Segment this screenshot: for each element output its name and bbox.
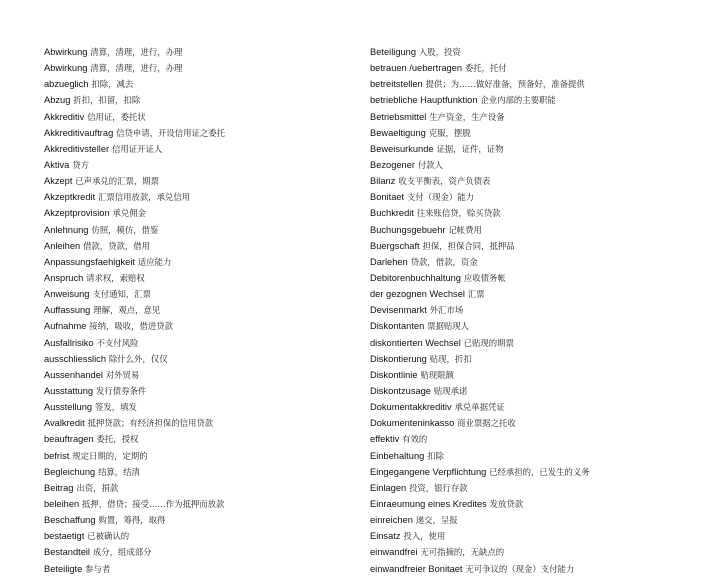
german-term: Akzept [44,176,73,187]
german-term: Diskontanten [370,321,425,332]
glossary-entry [370,431,700,447]
german-term: Akzeptkredit [44,192,96,203]
chinese-definition: 已经承担的，已发生的义务 [489,466,590,477]
glossary-entry [370,141,700,157]
chinese-definition: 结算，结清 [98,466,140,477]
glossary-entry [370,351,700,367]
chinese-definition: 记帐费用 [448,224,482,235]
glossary-entry [370,367,700,383]
chinese-definition: 接纳，吸收，借进贷款 [89,321,174,332]
german-term: betreitstellen [370,79,423,90]
glossary-entry [44,561,344,577]
glossary-entry [370,92,700,108]
chinese-definition: 抵押，借贷；接受……作为抵押而放款 [82,498,225,509]
chinese-definition: 贴现承诺 [433,385,468,396]
glossary-entry [370,286,700,302]
glossary-entry [370,302,700,318]
glossary-entry [44,544,344,560]
german-term: Abwirkung [44,63,88,74]
chinese-definition: 发行债券条件 [95,385,147,396]
glossary-entry [370,125,700,141]
german-term: Ausstellung [44,402,93,413]
chinese-definition: 无可争议的（现金）支付能力 [465,563,575,574]
chinese-definition: 折扣，扣留，扣除 [73,95,141,106]
chinese-definition: 投入，使用 [403,531,446,542]
chinese-definition: 有效的 [402,434,428,445]
german-term: Eingegangene Verpflichtung [370,466,487,477]
chinese-definition: 担保，担保合同，抵押品 [422,240,515,251]
glossary-entry [370,109,700,125]
german-term: effektiv [370,434,400,445]
chinese-definition: 理解，观点，意见 [93,305,161,316]
chinese-definition: 承兑单据凭证 [454,402,505,413]
chinese-definition: 清算，清理，进行，办理 [90,47,183,57]
chinese-definition: 支付（现金）能力 [407,192,474,203]
german-term: Debitorenbuchhaltung [370,272,461,283]
glossary-entry [44,270,344,286]
glossary-entry [44,383,344,399]
chinese-definition: 已被确认的 [87,531,130,542]
german-term: Anlehnung [44,224,89,235]
chinese-definition: 扣除，减去 [91,79,134,90]
glossary-entry [44,125,344,141]
german-term: Anleihen [44,240,81,251]
german-term: Bilanz [370,176,396,187]
german-term: Einraeumung eines Kredites [370,498,487,509]
german-term: Akzeptprovision [44,208,110,219]
chinese-definition: 递交，呈报 [415,515,458,526]
glossary-entry [44,157,344,173]
chinese-definition: 贴现，折扣 [429,353,472,364]
right-column [370,44,700,577]
chinese-definition: 提供；为……做好准备，预备好，准备提供 [425,79,585,90]
german-term: Devisenmarkt [370,305,427,316]
glossary-entry [370,318,700,334]
german-term: Einbehaltung [370,450,425,461]
glossary-entry [44,448,344,464]
german-term: Aussenhandel [44,369,103,380]
chinese-definition: 贴现限额 [420,369,454,380]
german-term: abzueglich [44,79,89,90]
chinese-definition: 签发，填发 [94,402,137,413]
glossary-entry [370,512,700,528]
chinese-definition: 发放贷款 [489,498,524,509]
german-term: Beschaffung [44,515,96,526]
chinese-definition: 参与者 [85,563,111,574]
chinese-definition: 应收债务帐 [463,272,506,283]
chinese-definition: 外汇市场 [429,305,464,316]
glossary-entry [44,351,344,367]
german-term: befrist [44,450,70,461]
chinese-definition: 规定日期的，定期的 [72,450,148,461]
glossary-entry [370,480,700,496]
german-term: Einsatz [370,531,401,542]
glossary-entry [44,528,344,544]
glossary-entry [44,238,344,254]
glossary-entry [370,254,700,270]
chinese-definition: 适应能力 [137,256,172,267]
glossary-entry [370,383,700,399]
chinese-definition: 委托，授权 [96,434,139,445]
chinese-definition: 证据，证件，证物 [436,143,504,154]
german-term: Abwirkung [44,47,88,57]
glossary-entry [44,222,344,238]
german-term: Beweisurkunde [370,143,434,154]
german-term: Einlagen [370,482,407,493]
glossary-entry [44,318,344,334]
chinese-definition: 出资，捐款 [76,482,119,493]
german-term: Buchkredit [370,208,414,219]
german-term: Aktiva [44,159,70,170]
glossary-entry [370,415,700,431]
chinese-definition: 委托，托付 [464,63,507,74]
chinese-definition: 已声承兑的汇票，期票 [75,176,160,187]
glossary-entry [44,76,344,92]
left-column [44,44,344,577]
glossary-entry [44,431,344,447]
glossary-entry [370,44,700,60]
chinese-definition: 不支付风险 [96,337,139,348]
chinese-definition: 支付通知，汇票 [92,289,151,300]
glossary-entry [370,157,700,173]
german-term: Anpassungsfaehigkeit [44,256,135,267]
chinese-definition: 承兑佣金 [112,208,147,219]
glossary-entry [44,399,344,415]
glossary-entry [370,76,700,92]
chinese-definition: 已贴现的期票 [463,337,514,348]
chinese-definition: 生产资金，生产设备 [429,111,505,122]
glossary-entry [44,141,344,157]
glossary-entry [44,205,344,221]
chinese-definition: 票据贴现人 [427,321,470,332]
german-term: Dokumentakkreditiv [370,402,452,413]
glossary-entry [44,464,344,480]
glossary-entry [370,270,700,286]
german-term: Diskontierung [370,353,427,364]
glossary-entry [44,415,344,431]
glossary-entry [370,399,700,415]
german-term: betriebliche Hauptfunktion [370,95,478,106]
german-term: Aufnahme [44,321,87,332]
german-term: Ausfallrisiko [44,337,94,348]
chinese-definition: 往来账信贷，赊买贷款 [416,208,501,219]
glossary-entry [44,44,344,60]
german-term: Akkreditivauftrag [44,127,114,138]
glossary-entry [44,92,344,108]
chinese-definition: 抵押贷款；有经济担保的信用贷款 [87,418,214,429]
german-term: Dokumenteninkasso [370,418,455,429]
german-term: Beteiligung [370,47,417,57]
glossary-entry [44,512,344,528]
chinese-definition: 购置，筹得，取得 [98,515,166,526]
chinese-definition: 投资，银行存款 [409,482,468,493]
glossary-entry [370,528,700,544]
chinese-definition: 无可指摘的，无缺点的 [420,547,505,558]
glossary-entry [370,189,700,205]
german-term: Anweisung [44,289,90,300]
glossary-entry [370,238,700,254]
german-term: Diskontlinie [370,369,418,380]
german-term: Abzug [44,95,71,106]
chinese-definition: 克服，摆脱 [428,127,471,138]
chinese-definition: 汇票信用放款，承兑信用 [98,192,191,203]
german-term: ausschliesslich [44,353,107,364]
german-term: Beteiligte [44,563,83,574]
glossary-entry [44,302,344,318]
chinese-definition: 信用证开证人 [111,143,163,154]
glossary-entry [370,448,700,464]
chinese-definition: 贷款，借款，资金 [410,256,478,267]
german-term: Bewaeltigung [370,127,426,138]
german-term: Buchungsgebuehr [370,224,446,235]
german-term: beauftragen [44,434,94,445]
glossary-entry [44,109,344,125]
chinese-definition: 扣除 [427,450,444,461]
chinese-definition: 借款，贷款，借用 [83,240,151,251]
chinese-definition: 商业票据之托收 [457,418,516,429]
glossary-entry [370,60,700,76]
glossary-entry [370,173,700,189]
german-term: Bezogener [370,159,415,170]
chinese-definition: 信用证，委托状 [87,111,146,122]
chinese-definition: 清算，清理，进行，办理 [90,63,183,74]
german-term: einwandfreier Bonitaet [370,563,463,574]
german-term: Auffassung [44,305,91,316]
glossary-entry [44,173,344,189]
glossary-entry [370,544,700,560]
glossary-entry [44,496,344,512]
german-term: beleihen [44,498,80,509]
german-term: betrauen /uebertragen [370,63,463,74]
german-term: Ausstattung [44,385,94,396]
german-term: Darlehen [370,256,408,267]
german-term: Buergschaft [370,240,420,251]
glossary-entry [370,496,700,512]
glossary-entry [44,286,344,302]
chinese-definition: 入股，投资 [418,47,461,57]
glossary-entry [44,367,344,383]
german-term: bestaetigt [44,531,85,542]
glossary-entry [44,60,344,76]
chinese-definition: 企业内部的主要职能 [480,95,556,106]
glossary-entry [44,254,344,270]
glossary-entry [44,480,344,496]
chinese-definition: 除什么外，仅仅 [108,353,168,364]
chinese-definition: 收支平衡表，资产负债表 [398,176,491,187]
german-term: Bestandteil [44,547,90,558]
german-term: Anspruch [44,272,84,283]
chinese-definition: 贷方 [72,159,89,170]
chinese-definition: 对外贸易 [105,369,140,380]
german-term: einreichen [370,515,413,526]
german-term: Betriebsmittel [370,111,427,122]
german-term: der gezognen Wechsel [370,289,465,300]
german-term: einwandfrei [370,547,418,558]
glossary-entry [370,205,700,221]
german-term: Akkreditiv [44,111,85,122]
glossary-entry [370,464,700,480]
glossary-entry [44,189,344,205]
german-term: Akkreditivsteller [44,143,110,154]
german-term: Diskontzusage [370,385,431,396]
glossary-entry [44,335,344,351]
glossary-entry [370,335,700,351]
chinese-definition: 信贷申请，开设信用证之委托 [116,127,225,138]
german-term: Avalkredit [44,418,85,429]
chinese-definition: 成分，组成部分 [92,547,152,558]
chinese-definition: 汇票 [467,289,485,300]
chinese-definition: 仿照，模仿，借鉴 [91,224,159,235]
german-term: Beitrag [44,482,74,493]
glossary-entry [370,561,700,577]
german-term: Begleichung [44,466,96,477]
german-term: Bonitaet [370,192,405,203]
chinese-definition: 请求权，索赔权 [86,272,145,283]
chinese-definition: 付款人 [417,159,443,170]
german-term: diskontierten Wechsel [370,337,461,348]
glossary-entry [370,222,700,238]
